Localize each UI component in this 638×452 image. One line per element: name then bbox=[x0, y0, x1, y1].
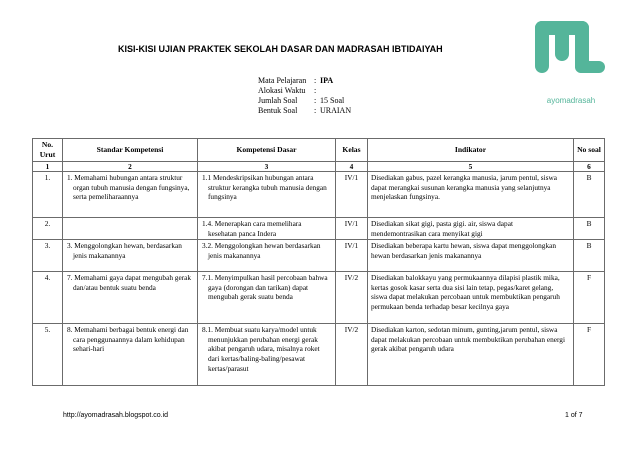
cell-kompetensi-dasar: 8.1. Membuat suatu karya/model untuk menunjukkan perubahan energi gerak akibat pengaruh udara, misalnya roket dari kertas/baling-baling/pesawat kertas/parasut bbox=[198, 324, 336, 386]
column-number: 2 bbox=[63, 162, 198, 172]
meta-label: Mata Pelajaran bbox=[258, 76, 307, 85]
meta-colon: : bbox=[314, 76, 317, 85]
page-title: KISI-KISI UJIAN PRAKTEK SEKOLAH DASAR DAN MADRASAH IBTIDAIYAH bbox=[118, 44, 443, 54]
cell-no-soal: B bbox=[574, 240, 605, 272]
meta-label: Jumlah Soal bbox=[258, 96, 298, 105]
logo-caption: ayomadrasah bbox=[546, 96, 596, 105]
column-number: 5 bbox=[368, 162, 574, 172]
cell-indikator: Disediakan karton, sedotan minum, gunting,jarum pentul, siswa dapat melakukan percobaan untuk membuktikan perubahan energi gerak akibat pengaruh udara bbox=[368, 324, 574, 386]
header-indikator: Indikator bbox=[368, 139, 574, 162]
cell-no-soal: F bbox=[574, 272, 605, 324]
cell-indikator: Disediakan gabus, pazel kerangka manusia, jarum pentul, siswa dapat merangkai susunan kerangka manusia yang selanjutnya menjelaskan fungsinya. bbox=[368, 172, 574, 218]
header-standar-kompetensi: Standar Kompetensi bbox=[63, 139, 198, 162]
cell-no: 1. bbox=[33, 172, 63, 218]
cell-no-soal: F bbox=[574, 324, 605, 386]
header-no: No. Urut bbox=[33, 139, 63, 162]
cell-standar-kompetensi: 7. Memahami gaya dapat mengubah gerak dan/atau bentuk suatu benda bbox=[63, 272, 198, 324]
cell-no: 2. bbox=[33, 218, 63, 240]
cell-indikator: Disediakan beberapa kartu hewan, siswa dapat menggolongkan hewan berdasarkan jenis makanannya bbox=[368, 240, 574, 272]
header-kompetensi-dasar: Kompetensi Dasar bbox=[198, 139, 336, 162]
table-row bbox=[33, 240, 605, 272]
cell-no: 5. bbox=[33, 324, 63, 386]
header-no-soal: No soal bbox=[574, 139, 605, 162]
meta-label: Bentuk Soal bbox=[258, 106, 298, 115]
cell-no-soal: B bbox=[574, 218, 605, 240]
cell-standar-kompetensi: 3. Menggolongkan hewan, berdasarkan jenis makanannya bbox=[63, 240, 198, 272]
cell-kompetensi-dasar: 7.1. Menyimpulkan hasil percobaan bahwa gaya (dorongan dan tarikan) dapat mengubah gerak suatu benda bbox=[198, 272, 336, 324]
table-row bbox=[33, 272, 605, 324]
table-header-row bbox=[33, 139, 605, 162]
meta-value: URAIAN bbox=[320, 106, 352, 115]
meta-colon: : bbox=[314, 96, 317, 105]
column-number: 1 bbox=[33, 162, 63, 172]
cell-kelas: IV/1 bbox=[336, 240, 368, 272]
meta-value: 15 Soal bbox=[320, 96, 345, 105]
cell-kelas: IV/2 bbox=[336, 324, 368, 386]
cell-kelas: IV/1 bbox=[336, 218, 368, 240]
cell-kelas: IV/1 bbox=[336, 172, 368, 218]
meta-row-time bbox=[258, 86, 351, 96]
meta-label: Alokasi Waktu bbox=[258, 86, 306, 95]
cell-standar-kompetensi bbox=[63, 218, 198, 240]
meta-colon: : bbox=[314, 86, 317, 95]
meta-row-subject bbox=[258, 76, 351, 86]
ayomadrasah-logo-icon bbox=[533, 17, 607, 91]
footer-page-number: 1 of 7 bbox=[565, 412, 583, 419]
meta-row-count bbox=[258, 96, 351, 106]
meta-value: IPA bbox=[320, 76, 334, 85]
column-number-row bbox=[33, 162, 605, 172]
cell-kompetensi-dasar: 3.2. Menggolongkan hewan berdasarkan jenis makanannya bbox=[198, 240, 336, 272]
cell-no: 4. bbox=[33, 272, 63, 324]
kisi-kisi-table bbox=[32, 138, 605, 386]
meta-row-type bbox=[258, 106, 351, 116]
cell-kompetensi-dasar: 1.1 Mendeskripsikan hubungan antara struktur kerangka tubuh manusia dengan fungsinya bbox=[198, 172, 336, 218]
meta-colon: : bbox=[314, 106, 317, 115]
cell-indikator: Disediakan balokkayu yang permukaannya dilapisi plastik mika, kertas gosok kasar serta dua sisi lain tetap, pegas/karet gelang, siswa dapat melakukan percobaan untuk membuktikan pengaruh permukaan benda terhadap besar kecilnya gaya bbox=[368, 272, 574, 324]
cell-kelas: IV/2 bbox=[336, 272, 368, 324]
column-number: 6 bbox=[574, 162, 605, 172]
cell-kompetensi-dasar: 1.4. Menerapkan cara memelihara kesehatan panca Indera bbox=[198, 218, 336, 240]
cell-indikator: Disediakan sikat gigi, pasta gigi. air, siswa dapat mendemontrasikan cara menyikat gigi bbox=[368, 218, 574, 240]
header-kelas: Kelas bbox=[336, 139, 368, 162]
cell-standar-kompetensi: 8. Memahami berbagai bentuk energi dan cara penggunaannya dalam kehidupan sehari-hari bbox=[63, 324, 198, 386]
column-number: 3 bbox=[198, 162, 336, 172]
table-row bbox=[33, 218, 605, 240]
cell-no-soal: B bbox=[574, 172, 605, 218]
table-row bbox=[33, 172, 605, 218]
table-row bbox=[33, 324, 605, 386]
cell-standar-kompetensi: 1. Memahami hubungan antara struktur organ tubuh manusia dengan fungsinya, serta pemeliharaannya bbox=[63, 172, 198, 218]
cell-no: 3. bbox=[33, 240, 63, 272]
column-number: 4 bbox=[336, 162, 368, 172]
footer-url: http://ayomadrasah.blogspot.co.id bbox=[63, 412, 169, 419]
meta-block bbox=[258, 76, 351, 116]
